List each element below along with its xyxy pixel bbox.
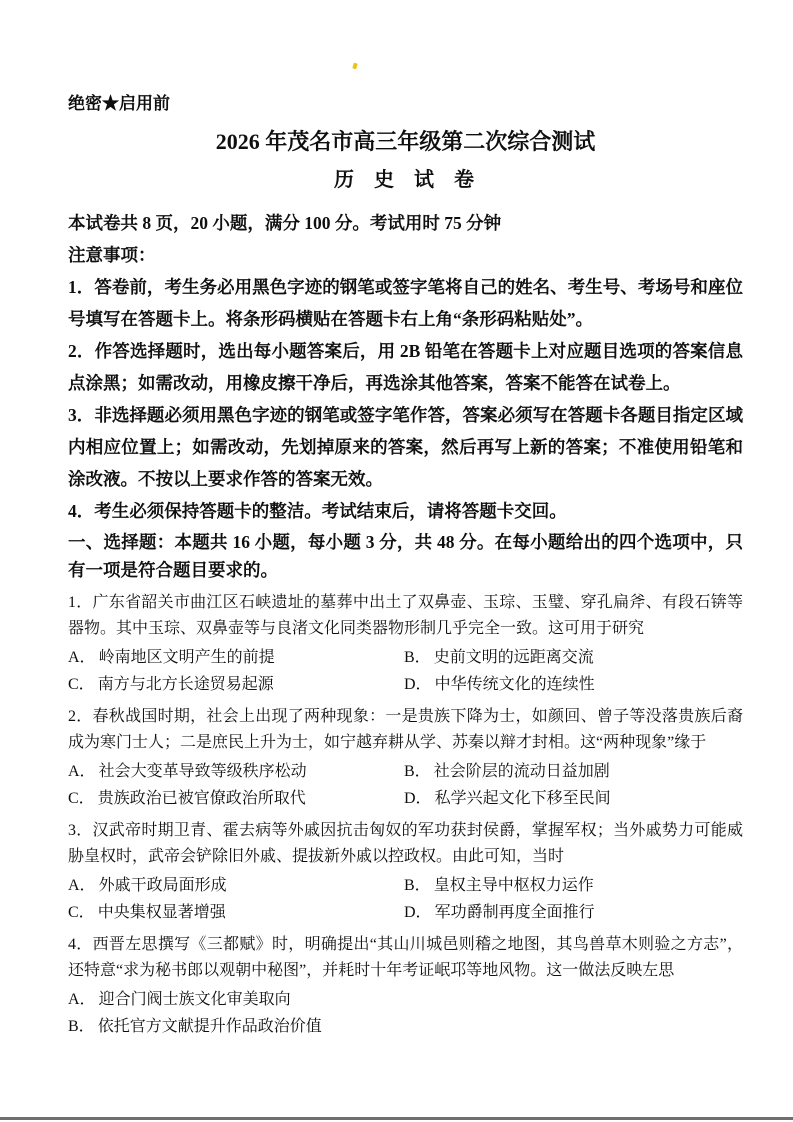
exam-title: 2026 年茂名市高三年级第二次综合测试	[215, 129, 596, 154]
option-text: 中央集权显著增强	[97, 904, 226, 921]
question-4-option-b	[68, 1013, 743, 1040]
question-3-stem: 3．汉武帝时期卫青、霍去病等外戚因抗击匈奴的军功获封侯爵，掌握军权；当外戚势力可能威胁皇权时，武帝会铲除旧外戚、提拔新外戚以控政权。由此可知，当时	[68, 822, 743, 865]
question-1-stem: 1．广东省韶关市曲江区石峡遗址的墓葬中出土了双鼻壶、玉琮、玉璧、穿孔扁斧、有段石锛等器物。其中玉琮、双鼻壶等与良渚文化同类器物形制几乎完全一致。这可用于研究	[68, 594, 743, 637]
option-label: B．	[68, 1018, 95, 1035]
question-2-option-a	[68, 758, 404, 785]
question-2	[68, 704, 743, 812]
question-2-option-b	[404, 758, 743, 785]
option-label: A．	[68, 991, 96, 1008]
option-label: B．	[404, 877, 431, 894]
option-label: C．	[68, 790, 95, 807]
notice-item-2: 2．作答选择题时，选出每小题答案后，用 2B 铅笔在答题卡上对应题目选项的答案信息点涂黑；如需改动，用橡皮擦干净后，再选涂其他答案，答案不能答在试卷上。	[68, 341, 743, 393]
option-text: 私学兴起文化下移至民间	[434, 790, 611, 807]
section-1-heading: 一、选择题：本题共 16 小题，每小题 3 分，共 48 分。在每小题给出的四个选项中，只有一项是符合题目要求的。	[68, 532, 743, 580]
question-2-stem: 2．春秋战国时期，社会上出现了两种现象：一是贵族下降为士，如颜回、曾子等没落贵族后裔成为寒门士人；二是庶民上升为士，如宁越弃耕从学、苏秦以辩才封相。这“两种现象”缘于	[68, 708, 743, 751]
question-1-option-b	[404, 644, 743, 671]
question-1	[68, 590, 743, 698]
option-label: A．	[68, 649, 96, 666]
option-label: D．	[404, 904, 432, 921]
option-label: B．	[404, 763, 431, 780]
question-3-options	[68, 872, 743, 926]
notice-item-4: 4．考生必须保持答题卡的整洁。考试结束后，请将答题卡交回。	[68, 501, 567, 521]
question-4-options	[68, 986, 743, 1040]
question-4-option-a	[68, 986, 743, 1013]
exam-info-line: 本试卷共 8 页，20 小题，满分 100 分。考试用时 75 分钟	[68, 213, 502, 233]
question-4	[68, 932, 743, 1040]
exam-subject-title: 历 史 试 卷	[334, 169, 477, 191]
question-2-option-d	[404, 785, 743, 812]
option-text: 南方与北方长途贸易起源	[97, 676, 274, 693]
option-label: D．	[404, 790, 432, 807]
option-text: 史前文明的远距离交流	[433, 649, 594, 666]
notice-title: 注意事项：	[68, 245, 156, 265]
option-text: 社会大变革导致等级秩序松动	[98, 763, 307, 780]
option-label: A．	[68, 763, 96, 780]
question-2-options	[68, 758, 743, 812]
option-text: 迎合门阀士族文化审美取向	[98, 991, 291, 1008]
option-label: C．	[68, 904, 95, 921]
option-text: 军功爵制再度全面推行	[434, 904, 595, 921]
option-label: D．	[404, 676, 432, 693]
option-text: 社会阶层的流动日益加剧	[433, 763, 610, 780]
page-bottom-edge	[0, 1117, 793, 1120]
option-text: 贵族政治已被官僚政治所取代	[97, 790, 306, 807]
option-text: 外戚干政局面形成	[98, 877, 227, 894]
page-content	[68, 0, 743, 1040]
question-3-option-c	[68, 899, 404, 926]
option-label: C．	[68, 676, 95, 693]
notice-item-1: 1．答卷前，考生务必用黑色字迹的钢笔或签字笔将自己的姓名、考生号、考场号和座位号填写在答题卡上。将条形码横贴在答题卡右上角“条形码粘贴处”。	[68, 277, 743, 329]
question-3-option-d	[404, 899, 743, 926]
question-4-stem: 4．西晋左思撰写《三都赋》时，明确提出“其山川城邑则稽之地图，其鸟兽草木则验之方志”，还特意“求为秘书郎以观朝中秘图”，并耗时十年考证岷邛等地风物。这一做法反映左思	[68, 936, 743, 979]
option-label: A．	[68, 877, 96, 894]
question-1-options	[68, 644, 743, 698]
option-text: 皇权主导中枢权力运作	[433, 877, 594, 894]
question-1-option-a	[68, 644, 404, 671]
option-text: 岭南地区文明产生的前提	[98, 649, 275, 666]
question-2-option-c	[68, 785, 404, 812]
option-text: 中华传统文化的连续性	[434, 676, 595, 693]
option-text: 依托官方文献提升作品政治价值	[97, 1018, 322, 1035]
secrecy-label: 绝密★启用前	[68, 94, 170, 113]
notice-item-3: 3．非选择题必须用黑色字迹的钢笔或签字笔作答，答案必须写在答题卡各题目指定区域内相应位置上；如需改动，先划掉原来的答案，然后再写上新的答案；不准使用铅笔和涂改液。不按以上要求作答的答案无效。	[68, 405, 743, 489]
question-1-option-d	[404, 671, 743, 698]
option-label: B．	[404, 649, 431, 666]
question-3-option-b	[404, 872, 743, 899]
question-3-option-a	[68, 872, 404, 899]
question-3	[68, 818, 743, 926]
question-1-option-c	[68, 671, 404, 698]
